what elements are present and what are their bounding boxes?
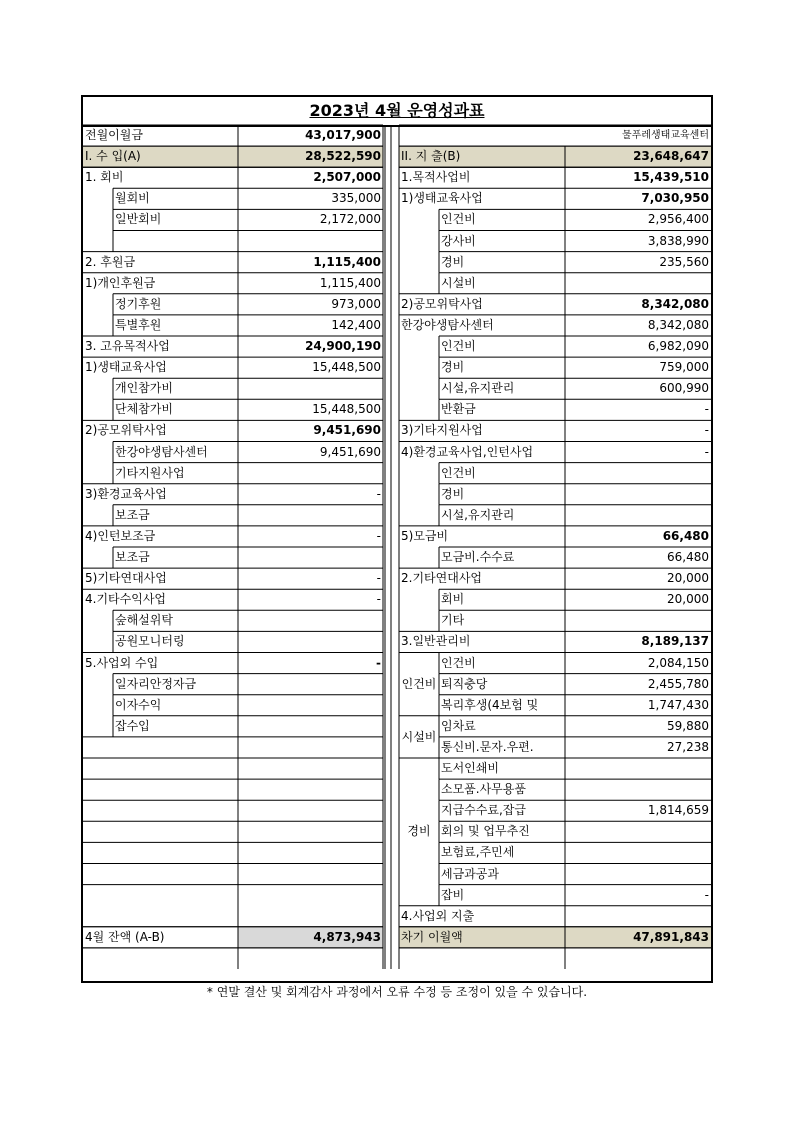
income-row-label: 숲해설위탁	[115, 613, 173, 628]
income-row-label	[83, 800, 238, 821]
expense-row-value: 7,030,950	[641, 191, 709, 206]
expense-row-value: 66,480	[662, 528, 709, 543]
expense-row-label: 보험료,주민세	[441, 845, 515, 860]
income-row-value: 24,900,190	[305, 339, 381, 353]
income-row-label	[83, 885, 238, 906]
income-row-label	[83, 821, 238, 842]
expense-row-value	[565, 273, 711, 294]
income-row-value	[238, 758, 383, 779]
income-row-value	[238, 821, 383, 842]
prev-balance-label: 전월이월금	[85, 128, 143, 142]
income-row-label: 단체참가비	[115, 402, 173, 417]
income-row-value	[238, 610, 383, 631]
expense-row-label: 4.사업외 지출	[401, 908, 475, 923]
income-row-label: 5.사업외 수입	[85, 655, 159, 670]
expense-group-label: 인건비	[401, 676, 437, 691]
expense-row-label: 2.기타연대사업	[401, 571, 483, 586]
expense-row-label: 임차료	[441, 718, 476, 733]
income-row-value	[238, 864, 383, 885]
expense-row-value: 20,000	[667, 592, 709, 607]
expense-row-value: 759,000	[659, 360, 709, 375]
expense-row-label: 인건비	[441, 655, 476, 670]
expense-row-label: 통신비.문자.우편.	[441, 739, 534, 754]
expense-row-value: 20,000	[667, 571, 709, 586]
expense-row-label: 시설비	[441, 275, 476, 290]
income-row-value: 973,000	[331, 296, 381, 311]
income-row-label	[113, 231, 238, 252]
income-row-value: -	[376, 655, 381, 670]
expense-row-label: 5)모금비	[401, 528, 449, 543]
expense-row-label: 시설,유지관리	[441, 507, 515, 522]
income-row-label	[83, 864, 238, 885]
income-row-value: 15,448,500	[312, 360, 381, 375]
income-row-label: 정기후원	[115, 296, 162, 311]
expense-row-label: 모금비.수수료	[441, 550, 515, 564]
expense-row-label: 경비	[441, 254, 465, 269]
income-row-value	[238, 547, 383, 568]
income-row-label: 한강야생탐사센터	[115, 444, 208, 459]
expense-row-label: 1)생태교육사업	[401, 191, 483, 206]
income-row-value	[238, 842, 383, 863]
income-row-value: 15,448,500	[312, 402, 381, 417]
expense-row-label: 3.일반관리비	[401, 634, 471, 649]
income-row-value	[238, 800, 383, 821]
expense-row-value	[565, 484, 711, 505]
expense-row-value	[565, 463, 711, 484]
income-header-value: 28,522,590	[305, 149, 381, 164]
prev-balance-value: 43,017,900	[305, 128, 381, 142]
expense-row-label: 퇴직충당	[441, 676, 488, 691]
balance-label: 4월 잔액 (A-B)	[85, 929, 165, 944]
expense-row-value	[565, 906, 711, 927]
expense-row-value: 2,455,780	[647, 676, 709, 691]
expense-row-label: 3)기타지원사업	[401, 423, 483, 438]
income-row-label: 2. 후원금	[85, 254, 136, 269]
balance-value: 4,873,943	[313, 929, 381, 944]
footnote: * 연말 결산 및 회계감사 과정에서 오류 수정 등 조정이 있을 수 있습니다.	[206, 985, 588, 999]
income-row-value	[238, 631, 383, 652]
expense-row-label: 시설,유지관리	[441, 381, 515, 396]
expense-row-value: 1,747,430	[647, 697, 709, 712]
expense-row-value: -	[704, 444, 709, 459]
expense-row-label: 도서인쇄비	[441, 761, 499, 775]
expense-row-value: 27,238	[667, 739, 709, 754]
expense-row-value: -	[704, 423, 709, 438]
income-row-value: 335,000	[331, 191, 381, 206]
income-row-value: 1,115,400	[313, 254, 381, 269]
expense-row-value	[565, 864, 711, 885]
income-row-value	[238, 695, 383, 716]
income-row-label: 1)생태교육사업	[85, 360, 167, 375]
expense-row-value: 6,982,090	[647, 339, 709, 353]
income-row-label: 4)인턴보조금	[85, 528, 156, 543]
income-row-label: 공원모니터링	[115, 634, 185, 649]
expense-row-label: 경비	[441, 360, 465, 375]
expense-row-value: 2,084,150	[647, 655, 709, 670]
income-row-value	[238, 674, 383, 695]
expense-row-value: 15,439,510	[633, 170, 709, 185]
expense-row-label: 경비	[441, 486, 465, 501]
expense-row-value: 1,814,659	[647, 803, 709, 818]
expense-row-value: 600,990	[659, 381, 709, 396]
expense-row-label: 반환금	[441, 402, 476, 417]
expense-row-value: 2,956,400	[647, 212, 709, 227]
income-row-value	[238, 779, 383, 800]
income-row-value: -	[376, 528, 381, 543]
income-row-label	[83, 758, 238, 779]
income-row-label: 1. 회비	[85, 170, 124, 185]
expense-row-value	[565, 821, 711, 842]
next-balance-label: 차기 이월액	[401, 929, 463, 944]
income-row-label: 2)공모위탁사업	[85, 423, 167, 438]
income-row-value: -	[376, 486, 381, 501]
expense-row-value: 3,838,990	[647, 233, 709, 248]
income-row-value: -	[376, 571, 381, 586]
next-balance-value: 47,891,843	[633, 929, 709, 944]
expense-row-value: 8,342,080	[647, 317, 709, 332]
income-row-value	[238, 231, 383, 252]
expense-row-value	[565, 505, 711, 526]
income-row-label: 1)개인후원금	[85, 275, 156, 290]
income-row-value: 2,172,000	[319, 212, 381, 227]
expense-row-label: 복리후생(4보험 및	[441, 697, 539, 712]
expense-row-value	[565, 779, 711, 800]
expense-row-label: 인건비	[441, 212, 476, 227]
expense-row-value: -	[704, 402, 709, 417]
income-row-label: 기타지원사업	[115, 465, 185, 480]
expense-row-label: 회비	[441, 592, 465, 607]
income-row-label: 3)환경교육사업	[85, 486, 167, 501]
income-row-label	[83, 842, 238, 863]
income-row-value: -	[376, 592, 381, 607]
income-row-label: 개인참가비	[115, 381, 173, 396]
income-row-label: 보조금	[115, 550, 150, 564]
expense-row-label: 강사비	[441, 233, 476, 248]
income-row-label: 월회비	[115, 191, 150, 206]
income-row-value	[238, 463, 383, 484]
org-name: 물푸레생태교육센터	[622, 130, 709, 141]
statement-table	[81, 95, 713, 983]
income-row-value	[238, 885, 383, 906]
expense-row-value: 8,342,080	[641, 296, 709, 311]
expense-group-label: 경비	[407, 824, 431, 838]
income-row-label: 이자수익	[115, 697, 162, 712]
expense-row-label: 2)공모위탁사업	[401, 296, 483, 311]
expense-row-value	[565, 758, 711, 779]
income-row-label: 5)기타연대사업	[85, 571, 167, 586]
income-row-label: 일반회비	[115, 212, 162, 227]
page-title: 2023년 4월 운영성과표	[83, 97, 711, 127]
expense-row-label: 회의 및 업무추진	[441, 824, 530, 839]
expense-row-label: 1.목적사업비	[401, 170, 471, 185]
income-row-label: 특별후원	[115, 317, 162, 332]
expense-header-label: II. 지 출(B)	[401, 149, 461, 164]
expense-row-label: 잡비	[441, 887, 465, 902]
income-row-value	[238, 737, 383, 758]
expense-row-value	[565, 842, 711, 863]
income-row-label	[83, 737, 238, 758]
expense-row-label: 4)환경교육사업,인턴사업	[401, 444, 534, 459]
expense-group-label: 시설비	[401, 729, 437, 744]
income-row-value	[238, 378, 383, 399]
income-row-value: 9,451,690	[313, 423, 381, 438]
income-row-label: 보조금	[115, 507, 150, 522]
expense-row-value: 235,560	[659, 254, 709, 269]
expense-row-value: -	[704, 887, 709, 902]
expense-row-label: 세금과공과	[441, 866, 499, 881]
income-row-value	[238, 505, 383, 526]
income-row-value: 142,400	[331, 317, 381, 332]
income-row-value: 2,507,000	[313, 170, 381, 185]
income-row-label: 4.기타수익사업	[85, 592, 167, 607]
expense-row-value: 8,189,137	[641, 634, 709, 649]
expense-row-label: 기타	[441, 613, 465, 628]
expense-row-label: 인건비	[441, 465, 476, 480]
expense-row-value: 66,480	[667, 550, 709, 564]
expense-row-label: 지급수수료,잡급	[441, 803, 526, 818]
income-row-value	[238, 716, 383, 737]
income-row-value: 9,451,690	[319, 444, 381, 459]
expense-row-value	[565, 610, 711, 631]
income-row-label: 일자리안정자금	[115, 676, 197, 691]
income-row-label: 잡수입	[115, 718, 150, 733]
expense-row-value: 59,880	[667, 718, 709, 733]
expense-header-value: 23,648,647	[633, 149, 709, 164]
expense-row-label: 인건비	[441, 339, 476, 353]
expense-row-label: 한강야생탐사센터	[401, 317, 494, 332]
income-header-label: I. 수 입(A)	[85, 149, 141, 164]
expense-row-label: 소모품.사무용품	[441, 782, 526, 797]
income-row-label: 3. 고유목적사업	[85, 339, 170, 353]
income-row-label	[83, 779, 238, 800]
income-row-value: 1,115,400	[319, 275, 381, 290]
